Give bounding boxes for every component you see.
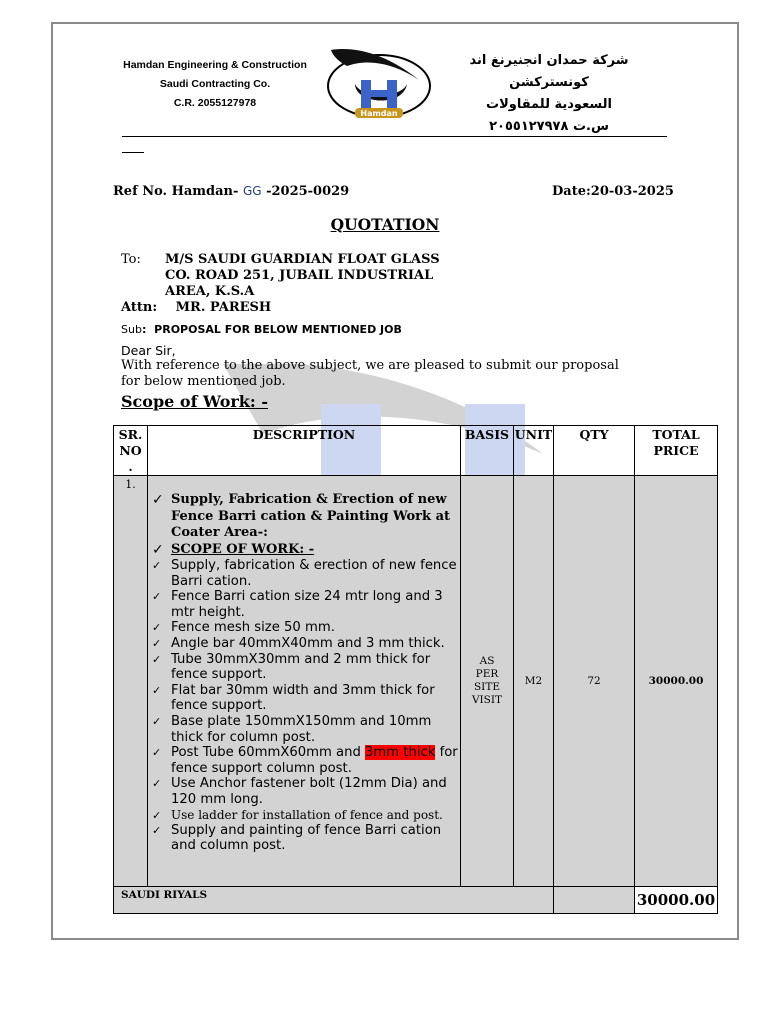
checkmark-icon: ✓ <box>152 777 162 791</box>
recipient-line-2: CO. ROAD 251, JUBAIL INDUSTRIAL <box>165 268 434 283</box>
quotation-page <box>51 22 739 940</box>
scope-item-text: Base plate 150mmX150mm and 10mm thick for column post. <box>171 713 432 745</box>
row-unit: M2 <box>514 476 554 887</box>
recipient-address <box>165 252 440 300</box>
scope-item-text: Post Tube 60mmX60mm and 3mm thick for fence support column post. <box>171 745 458 776</box>
scope-item-text: Fence Barri cation size 24 mtr long and 3 mtr height. <box>171 589 443 620</box>
company-logo <box>325 44 433 122</box>
scope-heading: Scope of Work: - <box>121 392 268 411</box>
scope-item-text: SCOPE OF WORK: - <box>171 541 315 557</box>
scope-item <box>148 542 460 559</box>
checkmark-icon: ✓ <box>152 541 164 558</box>
to-label: To: <box>121 252 141 267</box>
checkmark-icon: ✓ <box>152 621 162 635</box>
row-basis: AS PER SITE VISIT <box>461 476 514 887</box>
header-srno: SR. NO . <box>114 426 148 476</box>
scope-item-text: Use Anchor fastener bolt (12mm Dia) and 120 mm long. <box>171 776 447 807</box>
page-title: QUOTATION <box>330 215 440 234</box>
header-divider <box>122 136 667 137</box>
quotation-table <box>113 425 718 914</box>
ref-code: GG <box>242 184 262 198</box>
checkmark-icon: ✓ <box>152 808 162 822</box>
company-ar-line-2: السعودية للمقاولات <box>486 97 612 112</box>
scope-item-text: Tube 30mmX30mm and 2 mm thick for fence support. <box>171 651 431 683</box>
scope-item <box>148 589 460 620</box>
row-srno: 1. <box>114 476 148 887</box>
footer-empty-cell <box>554 887 635 914</box>
ref-label: Ref No. Hamdan- <box>113 184 239 199</box>
scope-item <box>148 558 460 589</box>
intro-paragraph: With reference to the above subject, we are pleased to submit our proposal for below mentioned job. <box>121 358 619 389</box>
header-qty: QTY <box>554 426 635 476</box>
company-ar-line-1: شركة حمدان انجنيرنغ اند كونستركشن <box>469 53 629 90</box>
scope-item-text: Supply and painting of fence Barri cation and column post. <box>171 822 442 854</box>
recipient-line-1: M/S SAUDI GUARDIAN FLOAT GLASS <box>165 252 440 267</box>
scope-item <box>148 745 460 776</box>
row-total: 30000.00 <box>635 476 718 887</box>
checkmark-icon: ✓ <box>152 559 162 572</box>
scope-item <box>148 620 460 636</box>
scope-item-text: Flat bar 30mm width and 3mm thick for fence support. <box>171 682 435 714</box>
recipient-line-3: AREA, K.S.A <box>165 284 255 299</box>
row-qty: 72 <box>554 476 635 887</box>
checkmark-icon: ✓ <box>152 636 162 650</box>
checkmark-icon: ✓ <box>152 714 162 728</box>
subject-text: PROPOSAL FOR BELOW MENTIONED JOB <box>154 323 402 336</box>
checkmark-icon: ✓ <box>152 590 162 604</box>
checkmark-icon: ✓ <box>152 683 162 697</box>
company-en-line-2: Saudi Contracting Co. <box>159 78 271 90</box>
checkmark-icon: ✓ <box>152 823 162 837</box>
table-header-row <box>114 426 718 476</box>
footer-currency-label: SAUDI RIYALS <box>114 887 554 914</box>
scope-item <box>148 776 460 807</box>
scope-item-text: Angle bar 40mmX40mm and 3 mm thick. <box>171 635 445 651</box>
scope-item <box>148 492 460 542</box>
quotation-date: Date:20-03-2025 <box>552 184 674 199</box>
logo-text: Hamdan <box>360 109 398 118</box>
scope-item <box>148 683 460 714</box>
subject-label: Sub <box>121 323 142 336</box>
table-footer-row <box>114 887 718 914</box>
scope-item <box>148 823 460 854</box>
scope-item <box>148 636 460 652</box>
company-name-arabic <box>437 50 661 138</box>
table-row <box>114 476 718 887</box>
company-ar-line-3: س.ت ٢٠٥٥١٢٧٩٧٨ <box>489 119 609 134</box>
scope-item <box>148 714 460 745</box>
reference-number <box>113 184 349 199</box>
scope-item-text: Supply, Fabrication & Erection of new Fence Barri cation & Painting Work at Coater Area-: <box>171 492 450 540</box>
ref-number: -2025-0029 <box>266 184 350 199</box>
header-unit: UNIT <box>514 426 554 476</box>
scope-item-text: Fence mesh size 50 mm. <box>171 620 335 636</box>
footer-total: 30000.00 <box>635 887 718 914</box>
attn-label: Attn: <box>121 300 158 315</box>
header-basis: BASIS <box>461 426 514 476</box>
header-total: TOTAL PRICE <box>635 426 718 476</box>
scope-item-text: Use ladder for installation of fence and post. <box>171 807 443 822</box>
attention-line <box>121 300 271 315</box>
checkmark-icon: ✓ <box>152 652 162 666</box>
highlighted-text: 3mm thick <box>365 745 436 761</box>
header-divider-short <box>122 152 144 153</box>
subject-line: Sub: PROPOSAL FOR BELOW MENTIONED JOB <box>121 323 402 336</box>
row-description <box>148 476 461 887</box>
scope-item <box>148 652 460 683</box>
company-name-english <box>117 56 313 113</box>
company-en-line-3: C.R. 2055127978 <box>173 97 257 109</box>
header-description: DESCRIPTION <box>148 426 461 476</box>
scope-item <box>148 808 460 823</box>
greeting: Dear Sir, <box>121 343 176 358</box>
scope-item-text: Supply, fabrication & erection of new fence Barri cation. <box>171 558 457 589</box>
checkmark-icon: ✓ <box>152 492 164 508</box>
attn-name: MR. PARESH <box>175 300 272 315</box>
checkmark-icon: ✓ <box>152 746 162 760</box>
scope-items-list <box>148 492 460 854</box>
company-en-line-1: Hamdan Engineering & Construction <box>123 59 307 71</box>
